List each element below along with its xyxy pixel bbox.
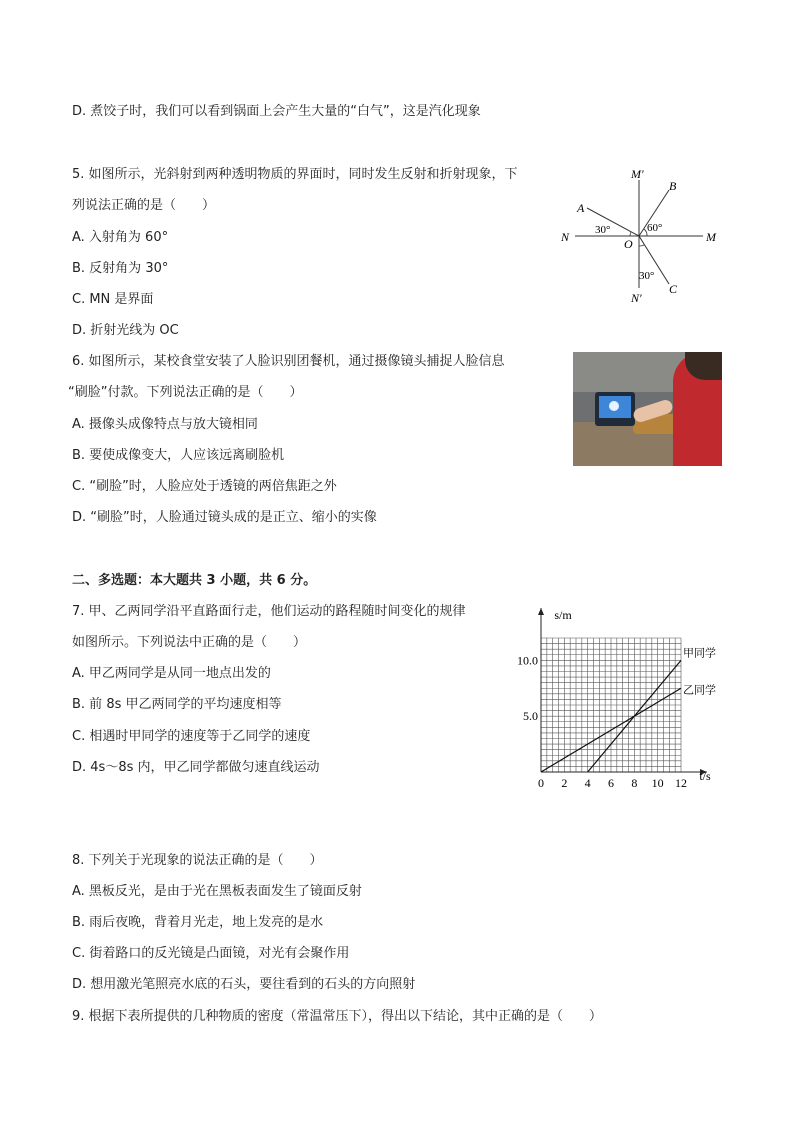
x-tick-label: 8 (631, 776, 638, 790)
q6-stem-line2: “刷脸”付款。下列说法正确的是（ ） (68, 385, 303, 400)
q5-option-c: C. MN 是界面 (72, 292, 154, 307)
y-tick-label: 5.0 (523, 709, 538, 724)
q7-stem-line1: 7. 甲、乙两同学沿平直路面行走，他们运动的路程随时间变化的规律 (72, 604, 466, 619)
label-a: A (577, 201, 585, 215)
label-c: C (669, 282, 678, 296)
q5-stem-line1: 5. 如图所示，光斜射到两种透明物质的界面时，同时发生反射和折射现象，下 (72, 167, 518, 182)
q7-stem-line2: 如图所示。下列说法中正确的是（ ） (72, 635, 307, 650)
section-2-heading: 二、多选题：本大题共 3 小题，共 6 分。 (72, 573, 317, 588)
q6-stem-line1: 6. 如图所示，某校食堂安装了人脸识别团餐机，通过摄像镜头捕捉人脸信息 (72, 354, 505, 369)
series-label-2: 乙同学 (683, 683, 716, 697)
y-tick-label: 10.0 (517, 653, 538, 668)
q8-stem: 8. 下列关于光现象的说法正确的是（ ） (72, 853, 323, 868)
q7-distance-time-chart (505, 600, 735, 790)
x-axis-label: t/s (699, 769, 711, 783)
angle-label-60: 60° (647, 222, 663, 234)
q4-option-d: D. 煮饺子时，我们可以看到锅面上会产生大量的“白气”，这是汽化现象 (72, 104, 481, 119)
label-m: M (706, 230, 716, 244)
q8-option-b: B. 雨后夜晚，背着月光走，地上发亮的是水 (72, 915, 324, 930)
q5-option-a: A. 入射角为 60° (72, 230, 169, 245)
q5-option-d: D. 折射光线为 OC (72, 323, 179, 338)
q6-option-d: D. “刷脸”时，人脸通过镜头成的是正立、缩小的实像 (72, 510, 377, 525)
angle-label-30-left: 30° (595, 224, 611, 236)
y-axis-arrow (538, 608, 544, 615)
y-axis-label: s/m (554, 608, 572, 622)
label-m-prime: M′ (631, 167, 644, 181)
label-n-prime: N′ (631, 291, 642, 305)
series-label-1: 甲同学 (683, 646, 716, 660)
face-recognition-terminal-photo (573, 352, 722, 466)
x-tick-label: 6 (608, 776, 614, 790)
x-tick-label: 0 (538, 776, 544, 790)
q5-optics-figure (555, 160, 730, 305)
x-tick-label: 2 (561, 776, 568, 790)
x-tick-label: 12 (675, 776, 687, 790)
angle-label-30-bottom: 30° (639, 270, 655, 282)
q9-stem: 9. 根据下表所提供的几种物质的密度（常温常压下），得出以下结论，其中正确的是（ ） (72, 1009, 603, 1024)
q7-option-c: C. 相遇时甲同学的速度等于乙同学的速度 (72, 729, 311, 744)
q8-option-a: A. 黑板反光，是由于光在黑板表面发生了镜面反射 (72, 884, 362, 899)
q7-option-b: B. 前 8s 甲乙两同学的平均速度相等 (72, 697, 282, 712)
q7-option-a: A. 甲乙两同学是从同一地点出发的 (72, 666, 271, 681)
q6-option-a: A. 摄像头成像特点与放大镜相同 (72, 417, 258, 432)
q6-option-c: C. “刷脸”时，人脸应处于透镜的两倍焦距之外 (72, 479, 337, 494)
q8-option-d: D. 想用激光笔照亮水底的石头，要往看到的石头的方向照射 (72, 977, 416, 992)
angle-arc-bottom (639, 245, 644, 246)
x-tick-label: 10 (651, 776, 664, 790)
angle-arc-left (630, 232, 631, 236)
label-o: O (624, 237, 633, 251)
label-b: B (669, 179, 677, 193)
q7-option-d: D. 4s～8s 内，甲乙同学都做匀速直线运动 (72, 760, 320, 775)
label-n: N (561, 230, 570, 244)
q5-option-b: B. 反射角为 30° (72, 261, 169, 276)
q8-option-c: C. 街着路口的反光镜是凸面镜，对光有会聚作用 (72, 946, 350, 961)
q6-option-b: B. 要使成像变大，人应该远离刷脸机 (72, 448, 285, 463)
x-tick-label: 4 (584, 776, 591, 790)
q5-stem-line2: 列说法正确的是（ ） (72, 198, 216, 213)
